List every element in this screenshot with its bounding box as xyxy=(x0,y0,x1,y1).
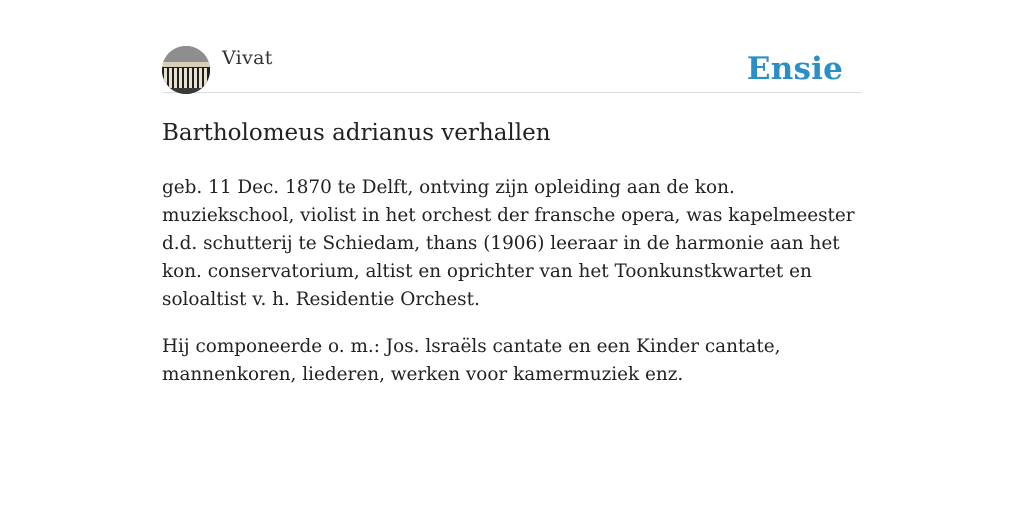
entry-paragraph: Hij componeerde o. m.: Jos. lsraëls cantate en een Kinder cantate, mannenkoren, liederen, werken voor kamermuziek enz. xyxy=(162,336,781,385)
entry-header xyxy=(162,46,862,93)
author-name[interactable]: Vivat xyxy=(222,47,273,69)
brand-logo[interactable]: Ensie xyxy=(746,51,843,87)
entry-title: Bartholomeus adrianus verhallen xyxy=(162,120,551,146)
avatar[interactable] xyxy=(162,46,210,94)
piano-keys-icon xyxy=(162,46,210,94)
entry-card xyxy=(162,46,862,389)
entry-paragraph: geb. 11 Dec. 1870 te Delft, ontving zijn opleiding aan de kon. muziekschool, violist in het orchest der fransche opera, was kapelmeester d.d. schutterij te Schiedam, thans (1906) leeraar in de harmonie aan het kon. conservatorium, altist en oprichter van het Toonkunstkwartet en soloaltist v. h. Residentie Orchest. xyxy=(162,177,855,310)
